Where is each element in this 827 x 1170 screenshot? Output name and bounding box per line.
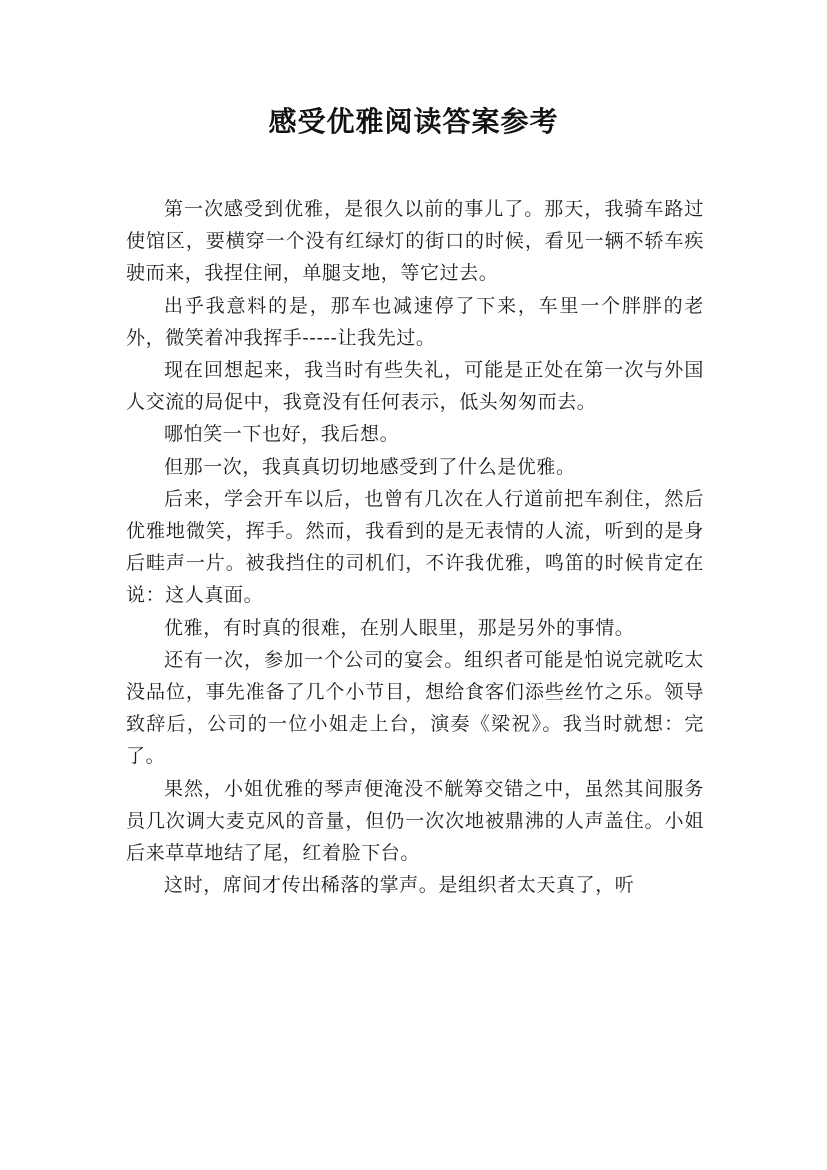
- document-body: [126, 193, 704, 901]
- paragraph-7: 优雅，有时真的很难，在别人眼里，那是另外的事情。: [164, 616, 635, 639]
- document-title: 感受优雅阅读答案参考: [268, 105, 559, 138]
- paragraph-4: 哪怕笑一下也好，我后想。: [164, 423, 400, 446]
- paragraph-9: 果然，小姐优雅的琴声便淹没不觥筹交错之中，虽然其间服务员几次调大麦克风的音量，但仍一次次地被鼎沸的人声盖住。小姐后来草草地结了尾，红着脸下台。: [126, 777, 704, 865]
- paragraph-10: 这时，席间才传出稀落的掌声。是组织者太天真了，听: [164, 874, 635, 897]
- paragraph-1: 第一次感受到优雅，是很久以前的事儿了。那天，我骑车路过使馆区，要横穿一个没有红绿灯的街口的时候，看见一辆不轿车疾驶而来，我捏住闸，单腿支地，等它过去。: [126, 198, 704, 285]
- paragraph-5: 但那一次，我真真切切地感受到了什么是优雅。: [164, 455, 576, 478]
- paragraph-8: 还有一次，参加一个公司的宴会。组织者可能是怕说完就吃太没品位，事先准备了几个小节目，想给食客们添些丝竹之乐。领导致辞后，公司的一位小姐走上台，演奏《梁祝》。我当时就想：完了。: [126, 648, 704, 768]
- paragraph-3: 现在回想起来，我当时有些失礼，可能是正处在第一次与外国人交流的局促中，我竟没有任何表示，低头匆匆而去。: [126, 359, 704, 414]
- paragraph-2: 出乎我意料的是，那车也减速停了下来，车里一个胖胖的老外，微笑着冲我挥手-----让我先过。: [126, 294, 704, 349]
- paragraph-6: 后来，学会开车以后，也曾有几次在人行道前把车刹住，然后优雅地微笑，挥手。然而，我看到的是无表情的人流，听到的是身后畦声一片。被我挡住的司机们，不许我优雅，鸣笛的时候肯定在说：这人真面。: [126, 487, 704, 607]
